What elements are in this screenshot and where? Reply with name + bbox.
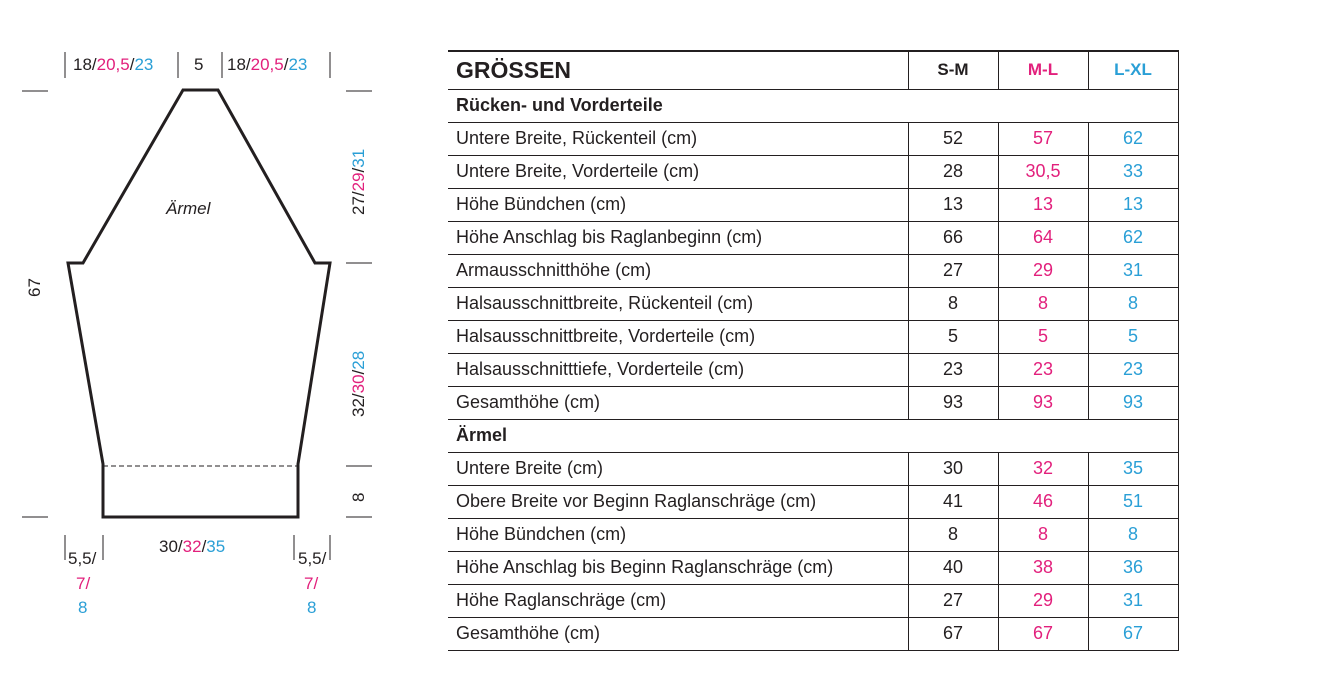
side-increase-right-sm: 5,5/ xyxy=(298,549,327,568)
row-label: Halsausschnitttiefe, Vorderteile (cm) xyxy=(448,353,908,386)
cell-lxl: 36 xyxy=(1088,551,1178,584)
row-label: Armausschnitthöhe (cm) xyxy=(448,254,908,287)
cell-sm: 30 xyxy=(908,452,998,485)
side-increase-left-sm: 5,5/ xyxy=(68,549,97,568)
row-label: Höhe Bündchen (cm) xyxy=(448,188,908,221)
cell-lxl: 62 xyxy=(1088,122,1178,155)
cell-sm: 5 xyxy=(908,320,998,353)
sleeve-schematic xyxy=(0,0,420,695)
row-label: Gesamthöhe (cm) xyxy=(448,386,908,419)
cell-lxl: 93 xyxy=(1088,386,1178,419)
sleeve-outline xyxy=(68,90,330,517)
cell-lxl: 35 xyxy=(1088,452,1178,485)
cell-lxl: 62 xyxy=(1088,221,1178,254)
sleeve-diagram xyxy=(0,0,420,695)
cell-sm: 8 xyxy=(908,287,998,320)
cuff-height-label: 8 xyxy=(349,492,368,502)
table-row xyxy=(448,287,1178,320)
table-row xyxy=(448,320,1178,353)
middle-height-label: 32/30/28 xyxy=(349,350,368,417)
side-increase-right-ml: 7/ xyxy=(304,574,319,593)
cell-ml: 29 xyxy=(998,254,1088,287)
table-row xyxy=(448,386,1178,419)
cell-lxl: 13 xyxy=(1088,188,1178,221)
cell-lxl: 31 xyxy=(1088,254,1178,287)
row-label: Höhe Anschlag bis Raglanbeginn (cm) xyxy=(448,221,908,254)
cell-lxl: 8 xyxy=(1088,287,1178,320)
table-row xyxy=(448,551,1178,584)
row-label: Halsausschnittbreite, Rückenteil (cm) xyxy=(448,287,908,320)
row-label: Höhe Anschlag bis Beginn Raglanschräge (cm) xyxy=(448,551,908,584)
table-row xyxy=(448,353,1178,386)
table-header-row xyxy=(448,51,1178,89)
col-header-sm: S-M xyxy=(908,51,998,89)
col-header-lxl: L-XL xyxy=(1088,51,1178,89)
cell-lxl: 67 xyxy=(1088,617,1178,650)
section-title: Rücken- und Vorderteile xyxy=(448,89,1178,122)
table-row xyxy=(448,584,1178,617)
table-title: GRÖSSEN xyxy=(448,51,908,89)
bottom-width-label: 30/32/35 xyxy=(159,537,226,556)
cell-sm: 27 xyxy=(908,584,998,617)
cell-ml: 30,5 xyxy=(998,155,1088,188)
cell-ml: 57 xyxy=(998,122,1088,155)
cell-ml: 67 xyxy=(998,617,1088,650)
table-row xyxy=(448,518,1178,551)
side-increase-left-lxl: 8 xyxy=(78,598,88,617)
row-label: Höhe Bündchen (cm) xyxy=(448,518,908,551)
cell-sm: 40 xyxy=(908,551,998,584)
table-row xyxy=(448,485,1178,518)
piece-label: Ärmel xyxy=(166,199,211,218)
cell-ml: 23 xyxy=(998,353,1088,386)
top-left-width-label: 18/20,5/23 xyxy=(73,55,154,74)
row-label: Untere Breite, Rückenteil (cm) xyxy=(448,122,908,155)
cell-lxl: 23 xyxy=(1088,353,1178,386)
cell-lxl: 33 xyxy=(1088,155,1178,188)
cell-ml: 38 xyxy=(998,551,1088,584)
cell-ml: 64 xyxy=(998,221,1088,254)
cell-ml: 93 xyxy=(998,386,1088,419)
left-dimension-ticks xyxy=(22,91,48,517)
cell-sm: 67 xyxy=(908,617,998,650)
table-row xyxy=(448,452,1178,485)
cell-sm: 41 xyxy=(908,485,998,518)
cell-ml: 32 xyxy=(998,452,1088,485)
cell-sm: 52 xyxy=(908,122,998,155)
cell-sm: 66 xyxy=(908,221,998,254)
cell-ml: 8 xyxy=(998,287,1088,320)
table-row xyxy=(448,188,1178,221)
total-height-label: 67 xyxy=(25,278,44,297)
side-increase-left-ml: 7/ xyxy=(76,574,91,593)
cell-lxl: 51 xyxy=(1088,485,1178,518)
table-row xyxy=(448,155,1178,188)
size-table xyxy=(448,50,1179,651)
cell-ml: 8 xyxy=(998,518,1088,551)
cell-lxl: 31 xyxy=(1088,584,1178,617)
cell-sm: 8 xyxy=(908,518,998,551)
row-label: Halsausschnittbreite, Vorderteile (cm) xyxy=(448,320,908,353)
table-row xyxy=(448,221,1178,254)
row-label: Untere Breite (cm) xyxy=(448,452,908,485)
top-center-width-label: 5 xyxy=(194,55,204,74)
section-title: Ärmel xyxy=(448,419,1178,452)
cell-ml: 29 xyxy=(998,584,1088,617)
table-row xyxy=(448,122,1178,155)
col-header-ml: M-L xyxy=(998,51,1088,89)
cell-ml: 13 xyxy=(998,188,1088,221)
row-label: Gesamthöhe (cm) xyxy=(448,617,908,650)
cell-ml: 46 xyxy=(998,485,1088,518)
cell-sm: 27 xyxy=(908,254,998,287)
cell-sm: 28 xyxy=(908,155,998,188)
top-right-width-label: 18/20,5/23 xyxy=(227,55,308,74)
row-label: Untere Breite, Vorderteile (cm) xyxy=(448,155,908,188)
row-label: Höhe Raglanschräge (cm) xyxy=(448,584,908,617)
cell-sm: 13 xyxy=(908,188,998,221)
table-row xyxy=(448,617,1178,650)
section-row xyxy=(448,89,1178,122)
table-row xyxy=(448,254,1178,287)
section-row xyxy=(448,419,1178,452)
upper-height-label: 27/29/31 xyxy=(349,148,368,215)
cell-sm: 93 xyxy=(908,386,998,419)
side-increase-right-lxl: 8 xyxy=(307,598,317,617)
cell-sm: 23 xyxy=(908,353,998,386)
cell-lxl: 8 xyxy=(1088,518,1178,551)
row-label: Obere Breite vor Beginn Raglanschräge (cm) xyxy=(448,485,908,518)
cell-ml: 5 xyxy=(998,320,1088,353)
cell-lxl: 5 xyxy=(1088,320,1178,353)
